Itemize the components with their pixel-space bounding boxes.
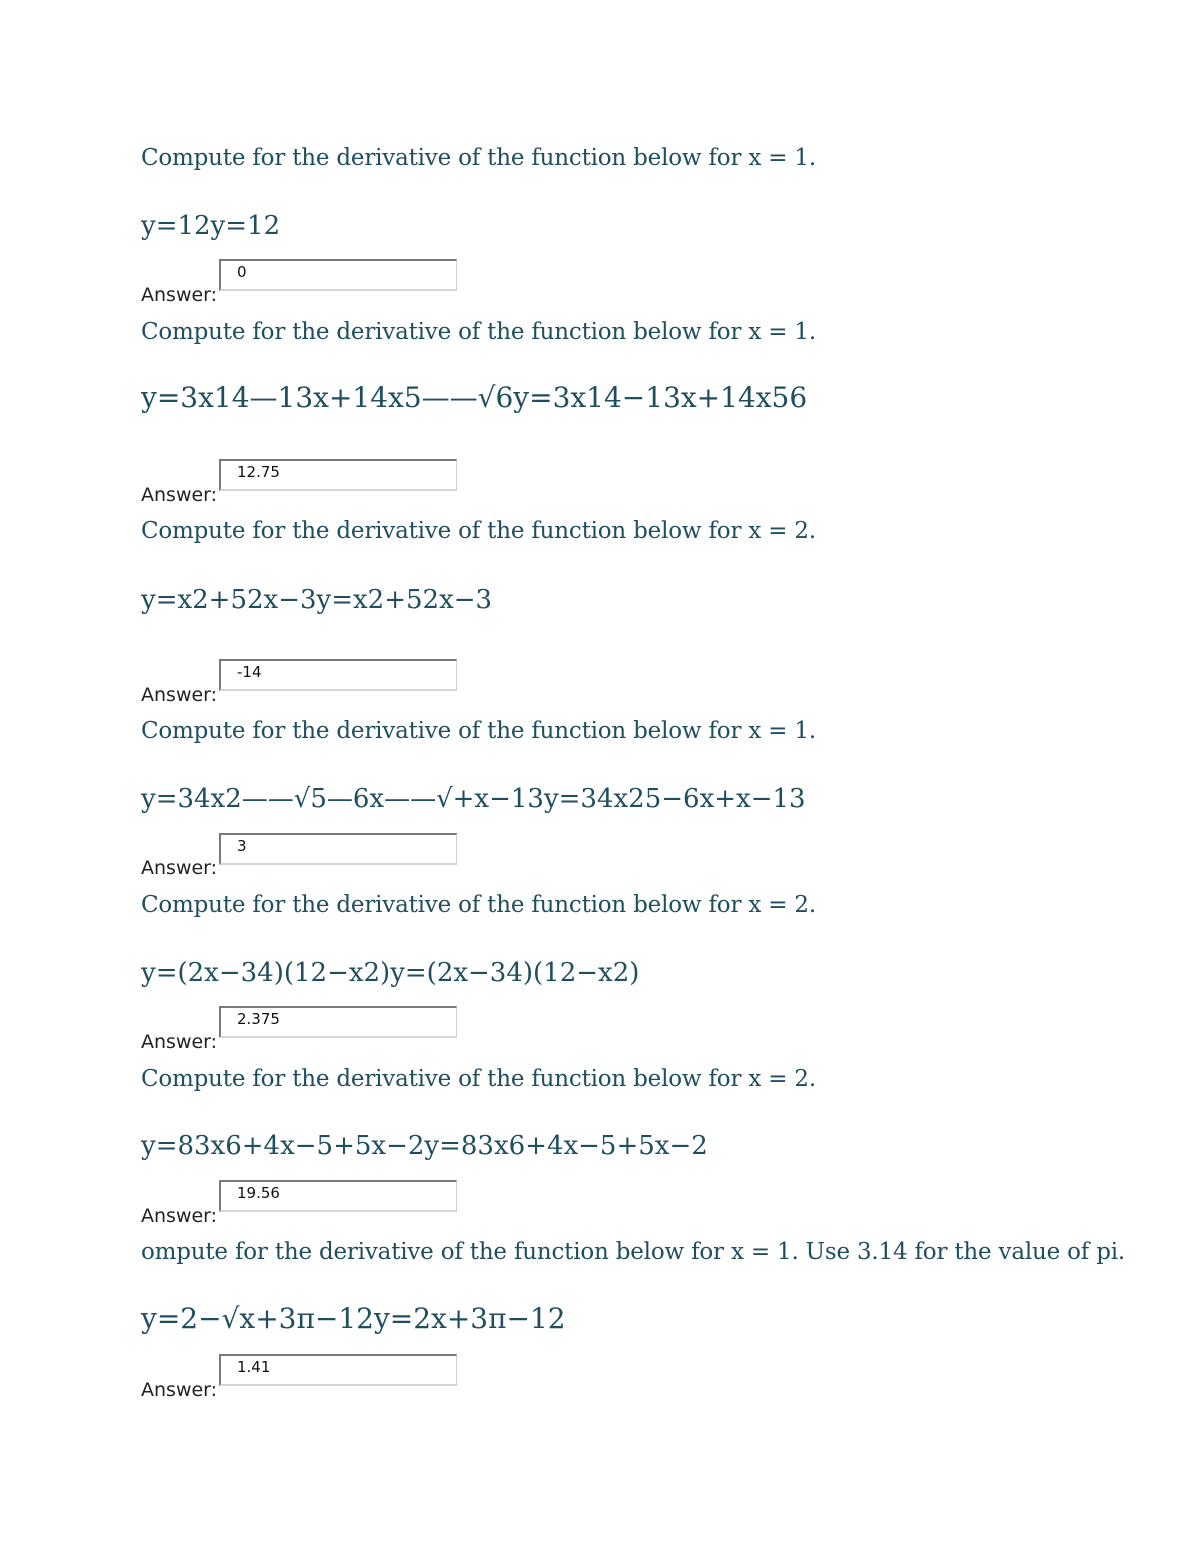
- question-1: [141, 145, 1101, 315]
- question-3: [141, 518, 1101, 706]
- question-prompt: Compute for the derivative of the function below for x = 2.: [141, 892, 816, 918]
- question-4: [141, 718, 1101, 888]
- answer-label: Answer:: [141, 1379, 218, 1401]
- question-formula: y=x2+52x−3y=x2+52x−3: [141, 585, 493, 615]
- question-formula: y=3x14—13x+14x5——√6y=3x14−13x+14x56: [141, 381, 808, 414]
- answer-value: -14: [237, 663, 262, 681]
- question-formula: y=12y=12: [141, 211, 281, 241]
- question-formula: y=(2x−34)(12−x2)y=(2x−34)(12−x2): [141, 958, 640, 988]
- answer-value: 0: [237, 263, 247, 281]
- answer-input[interactable]: [219, 259, 457, 291]
- question-prompt: ompute for the derivative of the function below for x = 1. Use 3.14 for the value of pi.: [141, 1239, 1126, 1265]
- answer-value: 1.41: [237, 1358, 271, 1376]
- answer-label: Answer:: [141, 1031, 218, 1053]
- answer-value: 19.56: [237, 1184, 280, 1202]
- answer-label: Answer:: [141, 857, 218, 879]
- answer-label: Answer:: [141, 484, 218, 506]
- question-prompt: Compute for the derivative of the function below for x = 2.: [141, 1066, 816, 1092]
- question-prompt: Compute for the derivative of the function below for x = 1.: [141, 319, 816, 345]
- answer-input[interactable]: [219, 833, 457, 865]
- answer-input[interactable]: [219, 459, 457, 491]
- answer-input[interactable]: [219, 1180, 457, 1212]
- answer-input[interactable]: [219, 1006, 457, 1038]
- question-7: [141, 1239, 1126, 1409]
- answer-value: 2.375: [237, 1010, 280, 1028]
- question-5: [141, 892, 1101, 1062]
- answer-label: Answer:: [141, 284, 218, 306]
- answer-label: Answer:: [141, 1205, 218, 1227]
- answer-input[interactable]: [219, 659, 457, 691]
- question-prompt: Compute for the derivative of the function below for x = 1.: [141, 718, 816, 744]
- question-prompt: Compute for the derivative of the function below for x = 1.: [141, 145, 816, 171]
- question-formula: y=34x2——√5—6x——√+x−13y=34x25−6x+x−13: [141, 784, 806, 814]
- question-formula: y=83x6+4x−5+5x−2y=83x6+4x−5+5x−2: [141, 1131, 708, 1161]
- answer-value: 12.75: [237, 463, 280, 481]
- question-formula: y=2−√x+3π−12y=2x+3π−12: [141, 1302, 566, 1335]
- answer-value: 3: [237, 837, 247, 855]
- question-2: [141, 319, 1101, 506]
- answer-input[interactable]: [219, 1354, 457, 1386]
- question-prompt: Compute for the derivative of the function below for x = 2.: [141, 518, 816, 544]
- answer-label: Answer:: [141, 684, 218, 706]
- question-6: [141, 1066, 1101, 1236]
